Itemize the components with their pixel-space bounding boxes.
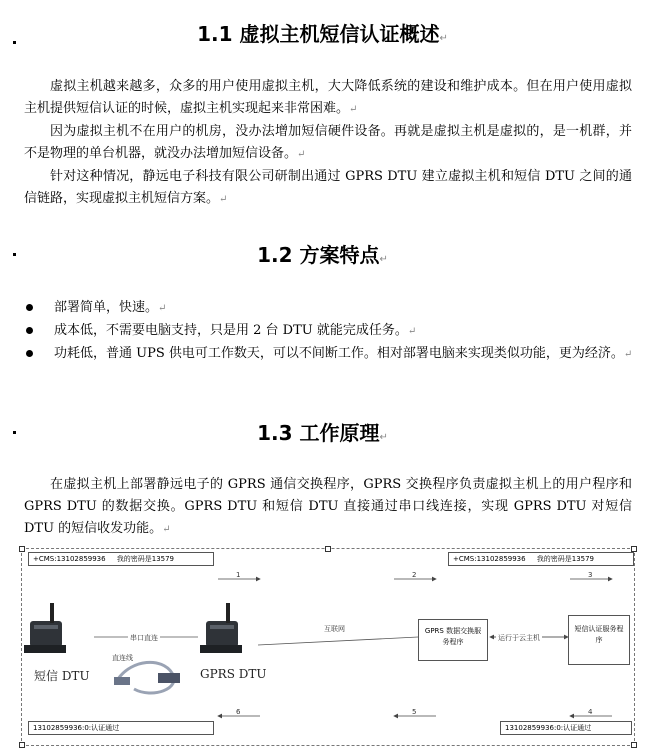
- section-heading: [0, 22, 645, 51]
- auth-service-box: [568, 615, 630, 665]
- internet-label: 互联网: [324, 625, 345, 633]
- sms-phone: +CMS:13102859936: [33, 555, 106, 563]
- sms-dtu-label: 短信 DTU: [34, 669, 90, 683]
- list-item: [24, 320, 636, 343]
- paragraph: [24, 474, 632, 541]
- step-label: 2: [412, 571, 417, 579]
- list-item-text: 功耗低，普通 UPS 供电可工作数天，可以不间断工作。相对部署电脑来实现类似功能，更为经济。: [54, 346, 624, 361]
- diagram-lines: [22, 549, 634, 745]
- bullet-icon: [26, 327, 33, 334]
- return-mark-icon: ↵: [158, 303, 167, 314]
- step-label: 3: [588, 571, 593, 579]
- list-item: [24, 343, 636, 366]
- list-item-text: 成本低，不需要电脑支持，只是用 2 台 DTU 就能完成任务。: [54, 323, 408, 338]
- gprs-dtu-label: GPRS DTU: [200, 667, 267, 681]
- sms-phone: +CMS:13102859936: [453, 555, 526, 563]
- paragraph: [24, 166, 632, 211]
- architecture-diagram: [21, 548, 635, 746]
- return-mark-icon: ↵: [623, 349, 633, 360]
- auth-service-label: 短信认证服务程序: [574, 625, 624, 644]
- section-body: [24, 76, 632, 211]
- paragraph: [24, 76, 632, 121]
- paragraph-text: 针对这种情况，静远电子科技有限公司研制出通过 GPRS DTU 建立虚拟主机和短信 DTU 之间的通信链路，实现虚拟主机短信方案。: [24, 169, 632, 206]
- return-mark-icon: ↵: [219, 194, 228, 205]
- sms-dtu-device: [24, 603, 66, 653]
- step-label: 6: [236, 708, 241, 716]
- list-item-text: 部署简单，快速。: [54, 300, 159, 315]
- feature-list: [24, 297, 636, 366]
- paragraph-text: 因为虚拟主机不在用户的机房，没办法增加短信硬件设备。再就是虚拟主机是虚拟的，是一机群，并不是物理的单台机器，就没办法增加短信设备。: [24, 124, 632, 161]
- step-label: 4: [588, 708, 593, 716]
- step-label: 1: [236, 571, 241, 579]
- sms-text: 我的密码是13579: [536, 555, 595, 563]
- section-heading: [0, 243, 645, 272]
- paragraph: [24, 121, 632, 166]
- cable-caption: 直连线: [112, 654, 133, 662]
- section-heading: [0, 421, 645, 450]
- paragraph-text: 在虚拟主机上部署静远电子的 GPRS 通信交换程序，GPRS 交换程序负责虚拟主机上的用户程序和 GPRS DTU 的数据交换。GPRS DTU 和短信 DTU 直接通过串口线连接，实现 GPRS DTU 对短信 DTU 的短信收发功能。: [24, 477, 632, 536]
- return-mark-icon: ↵: [349, 104, 358, 115]
- bullet-icon: [26, 304, 33, 311]
- step-label: 5: [412, 708, 417, 716]
- sms-message-box: [28, 552, 214, 566]
- return-mark-icon: ↵: [297, 149, 306, 160]
- section-title: 1.2 方案特点: [257, 243, 380, 267]
- return-mark-icon: ↵: [407, 326, 417, 337]
- serial-cable-image: [114, 662, 180, 693]
- section-title: 1.1 虚拟主机短信认证概述: [197, 22, 440, 46]
- list-item: [24, 297, 636, 320]
- return-mark-icon: ↵: [379, 254, 388, 265]
- section-body: [24, 474, 632, 541]
- bullet-icon: [26, 350, 33, 357]
- return-mark-icon: ↵: [439, 33, 448, 44]
- reply-message-box: [500, 721, 632, 735]
- reply-text: 13102859936:0:认证通过: [33, 724, 120, 732]
- exchange-service-label: GPRS 数据交换服务程序: [424, 627, 482, 646]
- exchange-service-box: [418, 619, 488, 661]
- paragraph-text: 虚拟主机越来越多，众多的用户使用虚拟主机，大大降低系统的建设和维护成本。但在用户使用虚拟主机提供短信认证的时候，虚拟主机实现起来非常困难。: [24, 79, 632, 116]
- sms-text: 我的密码是13579: [116, 555, 175, 563]
- serial-link-label: 串口直连: [130, 634, 158, 642]
- return-mark-icon: ↵: [162, 524, 171, 535]
- sms-message-box: [448, 552, 634, 566]
- cloud-host-label: 运行于云主机: [498, 634, 540, 642]
- return-mark-icon: ↵: [379, 432, 388, 443]
- section-title: 1.3 工作原理: [257, 421, 380, 445]
- reply-text: 13102859936:0:认证通过: [505, 724, 592, 732]
- reply-message-box: [28, 721, 214, 735]
- gprs-dtu-device: [200, 603, 242, 653]
